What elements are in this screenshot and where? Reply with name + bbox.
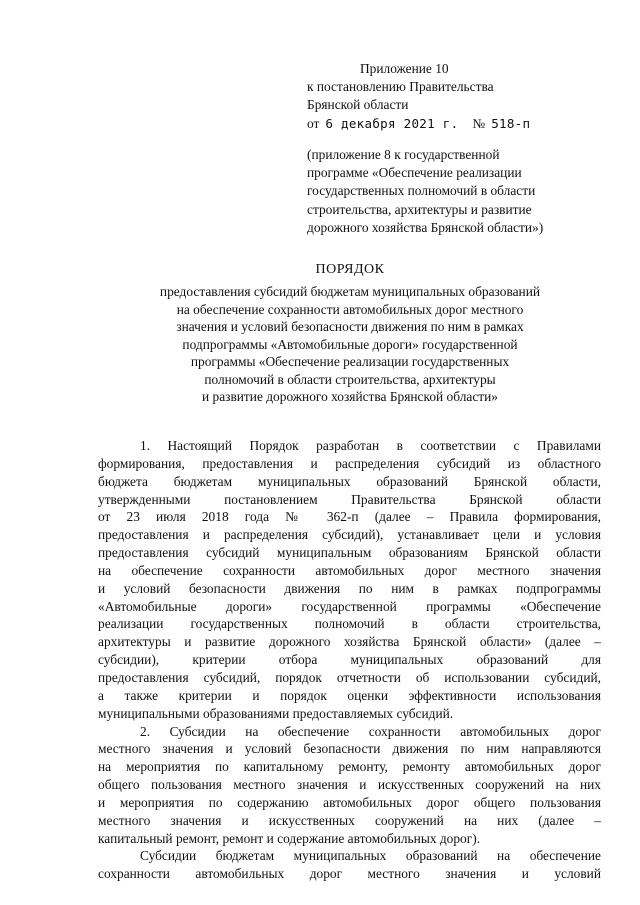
document-subtitle: [100, 283, 600, 406]
body-line: местного значения и искусственных сооружений на них (далее –: [98, 812, 601, 828]
body-line: а также критерии и порядок оценки эффективности использования: [98, 687, 601, 703]
body-line: 1. Настоящий Порядок разработан в соответствии с Правилами: [140, 438, 601, 453]
subtitle-line: полномочий в области строительства, архитектуры: [204, 371, 496, 387]
appendix-note: [307, 146, 627, 237]
body-line: Субсидии бюджетам муниципальных образований на обеспечение: [140, 848, 601, 864]
body-line: на обеспечение сохранности автомобильных дорог местного значения: [98, 562, 601, 578]
order-number: 518-п: [491, 115, 531, 131]
appendix-note-line: (приложение 8 к государственной: [307, 147, 500, 162]
body-line: предоставления субсидий, порядок отчетности об использовании субсидий,: [98, 669, 601, 685]
body-line: и условий безопасности движения по ним в рамках подпрограммы: [98, 580, 601, 596]
order-date: 6 декабря 2021 г.: [325, 115, 459, 131]
document-title: ПОРЯДОК: [315, 262, 385, 277]
body-line: субсидии), критерии отбора муниципальных образований для: [98, 652, 601, 668]
order-prefix: от: [307, 115, 320, 131]
body-line: предоставления субсидий муниципальным образованиям Брянской области: [98, 545, 601, 561]
body-line: и мероприятия по содержанию автомобильных дорог общего пользования: [98, 794, 601, 810]
resolution-line: к постановлению Правительства: [307, 79, 494, 95]
body-line: сохранности автомобильных дорог местного значения и условий: [98, 866, 601, 882]
body-line: от 23 июля 2018 года № 362-п (далее – Правила формирования,: [98, 509, 601, 525]
document-body: [98, 437, 601, 883]
appendix-note-line: дорожного хозяйства Брянской области»): [307, 219, 544, 235]
subtitle-line: подпрограммы «Автомобильные дороги» государственной: [182, 336, 518, 352]
region-line: Брянской области: [307, 97, 409, 113]
subtitle-line: значения и условий безопасности движения по ним в рамках: [176, 319, 524, 334]
body-line: общего пользования местного значения и искусственных сооружений на них: [98, 777, 601, 793]
subtitle-line: и развитие дорожного хозяйства Брянской области»: [202, 389, 498, 404]
appendix-note-line: строительства, архитектуры и развитие: [307, 201, 532, 217]
body-line: предоставления и распределения субсидий), устанавливает цели и условия: [98, 527, 601, 543]
order-line: [307, 115, 627, 133]
body-line: капитальный ремонт, ремонт и содержание автомобильных дорог).: [98, 830, 481, 846]
subtitle-line: на обеспечение сохранности автомобильных дорог местного: [176, 301, 524, 317]
body-line: на мероприятия по капитальному ремонту, ремонту автомобильных дорог: [98, 759, 601, 775]
body-line: реализации государственных полномочий в области строительства,: [98, 616, 601, 632]
body-line: 2. Субсидии на обеспечение сохранности автомобильных дорог: [140, 723, 601, 739]
subtitle-line: программы «Обеспечение реализации государственных: [190, 354, 510, 369]
body-line: «Автомобильные дороги» государственной программы «Обеспечение: [98, 598, 601, 614]
body-line: бюджета бюджетам муниципальных образований Брянской области,: [98, 473, 601, 489]
body-line: архитектуры и развитие дорожного хозяйства Брянской области» (далее –: [98, 634, 601, 650]
body-line: местного значения и условий безопасности движения по ним направляются: [98, 741, 601, 757]
appendix-note-line: государственных полномочий в области: [307, 183, 536, 199]
appendix-number: Приложение 10: [360, 61, 449, 76]
body-line: муниципальными образованиями предоставляемых субсидий.: [98, 705, 454, 721]
body-line: формирования, предоставления и распределения субсидий из областного: [98, 455, 601, 471]
body-line: утвержденными постановлением Правительства Брянской области: [98, 491, 601, 507]
subtitle-line: предоставления субсидий бюджетам муниципальных образований: [159, 284, 541, 299]
appendix-header: [307, 60, 627, 133]
appendix-note-line: программе «Обеспечение реализации: [307, 165, 522, 181]
number-sign: №: [472, 115, 486, 131]
